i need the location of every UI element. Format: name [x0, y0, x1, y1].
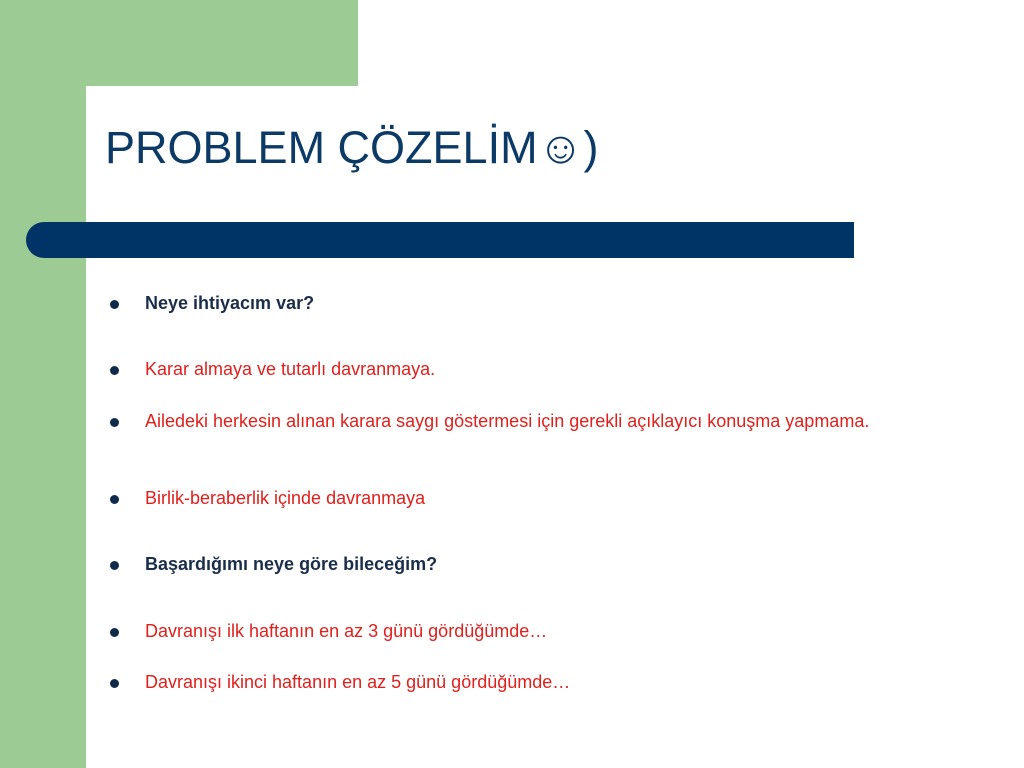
bullet-text: Neye ihtiyacım var?	[145, 293, 315, 313]
bullet-text: Davranışı ilk haftanın en az 3 günü gördüğümde…	[145, 621, 548, 641]
bullet-dot-icon	[110, 366, 119, 375]
bullet-dot-icon	[110, 300, 119, 309]
bullet-text: Ailedeki herkesin alınan karara saygı göstermesi için gerekli açıklayıcı konuşma yapmama.	[145, 411, 870, 431]
slide-title: PROBLEM ÇÖZELİM☺)	[105, 122, 599, 173]
bullet-dot-icon	[110, 418, 119, 427]
bullet-dot-icon	[110, 561, 119, 570]
bullet-dot-icon	[110, 495, 119, 504]
bullet-dot-icon	[110, 679, 119, 688]
bullet-dot-icon	[110, 628, 119, 637]
bullet-text: Davranışı ikinci haftanın en az 5 günü gördüğümde…	[145, 672, 571, 692]
bullet-text: Karar almaya ve tutarlı davranmaya.	[145, 359, 436, 379]
bullet-text: Birlik-beraberlik içinde davranmaya	[145, 488, 426, 508]
bullet-text: Başardığımı neye göre bileceğim?	[145, 554, 438, 574]
